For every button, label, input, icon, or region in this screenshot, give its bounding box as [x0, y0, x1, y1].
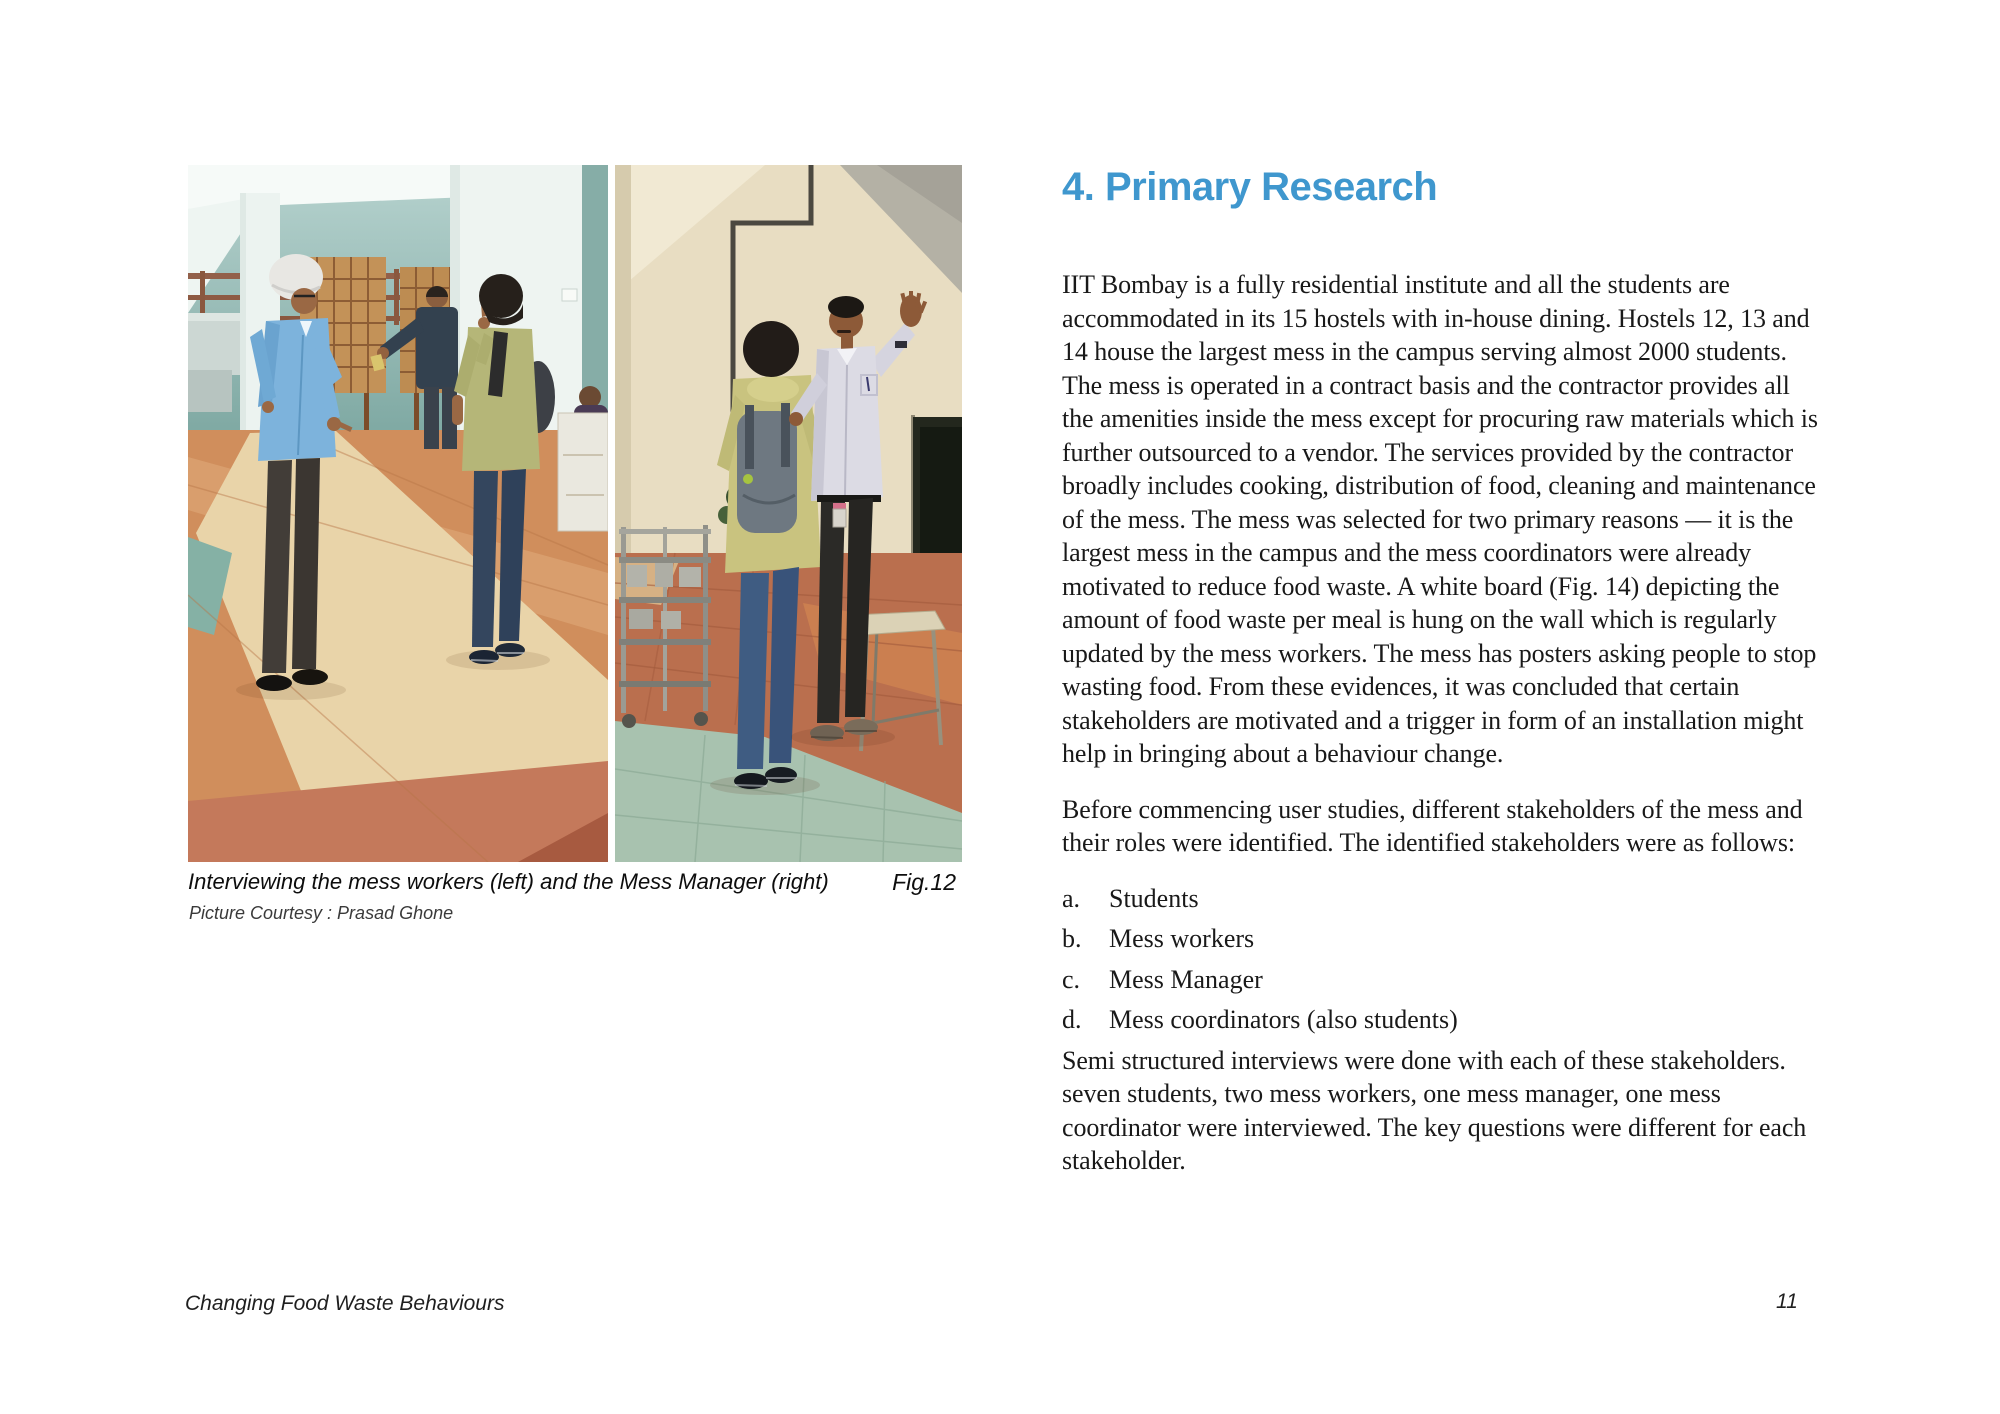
list-item-text: Mess workers — [1109, 924, 1255, 953]
page-number: 11 — [1776, 1290, 1798, 1313]
list-item-text: Students — [1109, 883, 1199, 913]
picture-courtesy: Picture Courtesy : Prasad Ghone — [189, 903, 454, 923]
list-item-label: a. — [1062, 883, 1081, 913]
list-item — [1062, 963, 1818, 997]
stakeholder-list — [1062, 882, 1818, 1037]
list-item — [1062, 922, 1818, 956]
list-item-text: Mess Manager — [1109, 964, 1263, 994]
section-heading: 4. Primary Research — [1062, 165, 1438, 209]
floor — [188, 430, 608, 862]
list-item — [1062, 1003, 1818, 1037]
mess-hall-interview-illustration — [188, 165, 608, 862]
figure-caption: Interviewing the mess workers (left) and the Mess Manager (right) — [188, 869, 829, 894]
figure-12-photos — [188, 165, 962, 862]
footer-document-title: Changing Food Waste Behaviours — [185, 1292, 505, 1315]
article-column — [1062, 163, 1818, 1178]
figure-caption-row — [188, 869, 962, 895]
list-item-text: Mess coordinators (also students) — [1109, 1005, 1458, 1034]
list-item-label: c. — [1062, 964, 1081, 994]
list-item-label: b. — [1062, 924, 1082, 953]
figure-label: Fig.12 — [892, 869, 956, 895]
paragraph-interviews: Semi structured interviews were done with each of these stakeholders. seven students, two mess workers, one mess manager, one mess coordinator were interviewed. The key questions were different for each stakeholder. — [1062, 1045, 1807, 1175]
list-item — [1062, 882, 1818, 916]
mess-manager-interview-illustration — [615, 165, 962, 862]
interviewing-mess-workers-photo — [188, 165, 608, 862]
paragraph-intro: IIT Bombay is a fully residential institute and all the students are accommodated in its 15 hostels with in-house dining. Hostels 12, 13 and 14 house the largest mess in the campus serving almost 2000 students. The mess is operated in a contract basis and the contractor provides all the amenities inside the mess except for procuring raw materials which is further outsourced to a vendor. The services provided by the contractor broadly includes cooking, distribution of food, cleaning and maintenance of the mess. The mess was selected for two primary reasons — it is the largest mess in the campus and the mess coordinators were already motivated to reduce food waste. A white board (Fig. 14) depicting the amount of food waste per meal is hung on the wall which is regularly updated by the mess workers. The mess has posters asking people to stop wasting food. From these evidences, it was concluded that certain stakeholders are motivated and a trigger in form of an installation might help in bringing about a behaviour change. — [1062, 270, 1818, 768]
interviewing-mess-manager-photo — [615, 165, 962, 862]
paragraph-stakeholders-intro: Before commencing user studies, different stakeholders of the mess and their roles were identified. The identified stakeholders were as follows: — [1062, 794, 1803, 857]
list-item-label: d. — [1062, 1005, 1082, 1034]
